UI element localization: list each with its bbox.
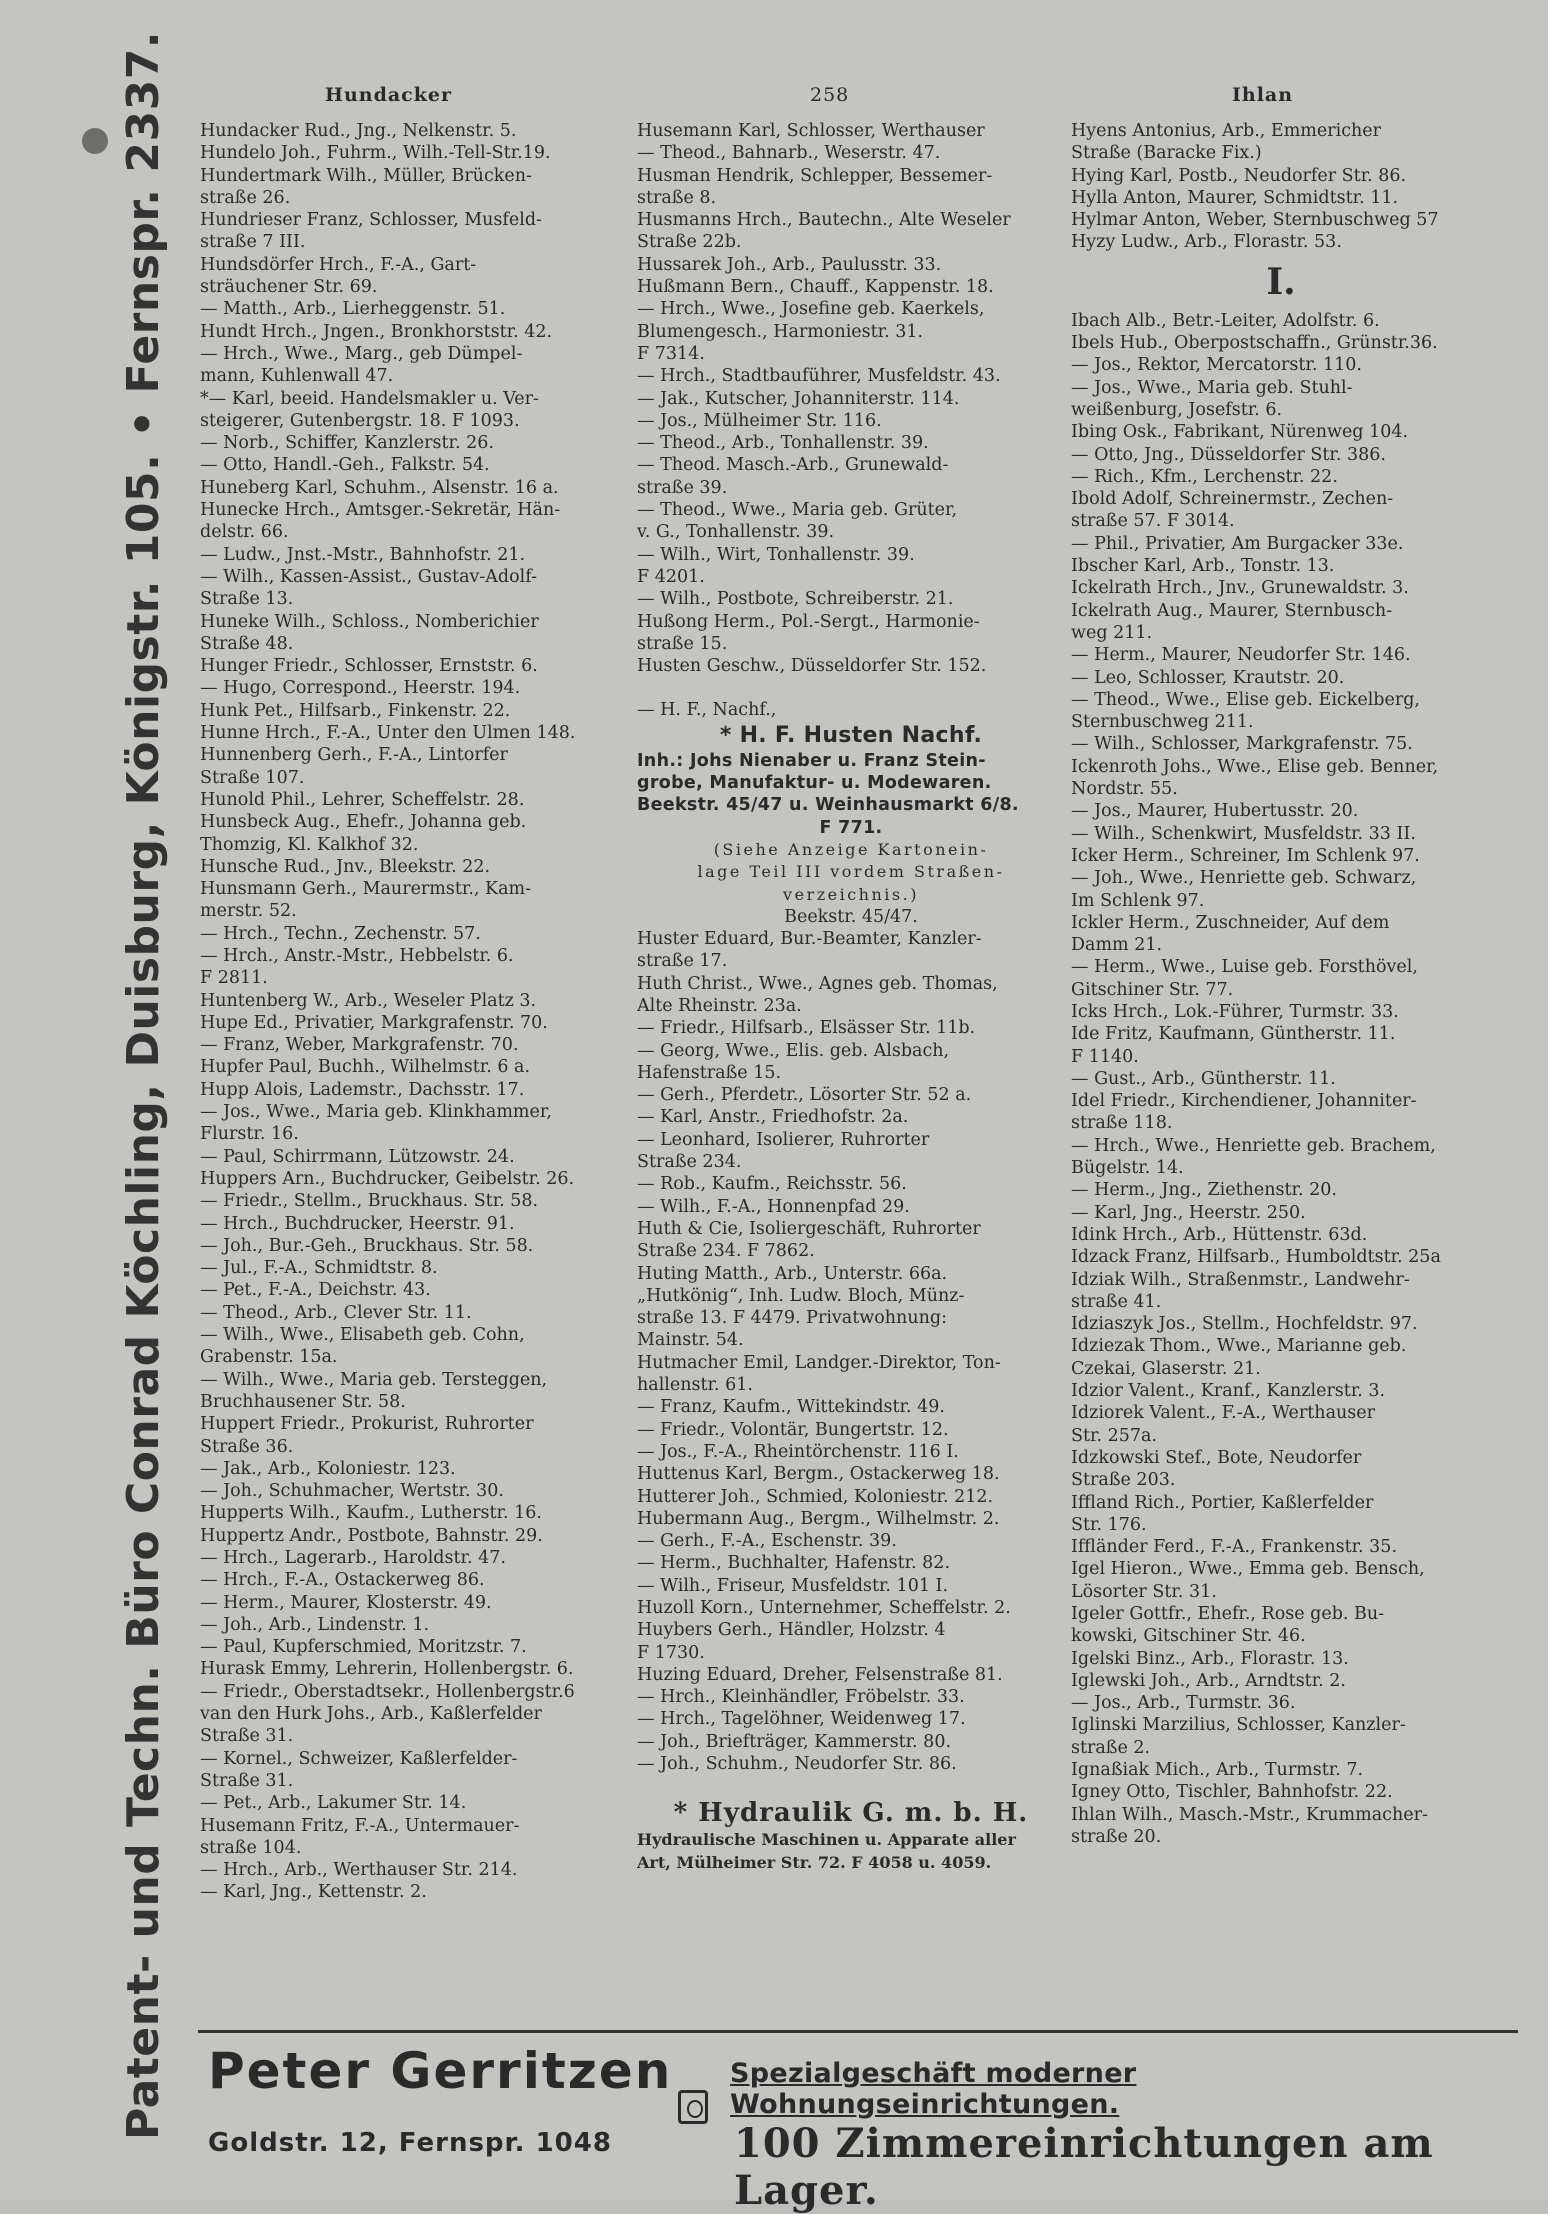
directory-entry-line: — Hrch., Lagerarb., Haroldstr. 47. (200, 1548, 506, 1568)
directory-entry-line: Huth Christ., Wwe., Agnes geb. Thomas, (637, 973, 998, 994)
directory-entry-line: Nordstr. 55. (1071, 779, 1178, 800)
ad-note: lage Teil III vordem Straßen- (697, 862, 1005, 882)
directory-entry-line: — Pet., F.-A., Deichstr. 43. (200, 1280, 431, 1301)
directory-entry-line: — Theod., Wwe., Elise geb. Eickelberg, (1071, 689, 1420, 710)
directory-entry-line: Straße 107. (200, 767, 305, 788)
directory-entry-line: — Joh., Schuhm., Neudorfer Str. 86. (637, 1754, 957, 1775)
directory-entry-line: „Hutkönig“, Inh. Ludw. Bloch, Münz- (637, 1285, 965, 1306)
directory-entry-line: Iffländer Ferd., F.-A., Frankenstr. 35. (1071, 1537, 1398, 1558)
directory-entry-line: — Karl, Jng., Kettenstr. 2. (200, 1882, 427, 1903)
directory-entry-line: Hylmar Anton, Weber, Sternbuschweg 57 (1071, 210, 1439, 231)
directory-entry-line: — Joh., Wwe., Henriette geb. Schwarz, (1071, 868, 1417, 889)
directory-entry-line: — Rich., Kfm., Lerchenstr. 22. (1071, 466, 1338, 487)
directory-entry-line: — H. F., Nachf., (637, 700, 777, 721)
directory-entry-line: Ibach Alb., Betr.-Leiter, Adolfstr. 6. (1071, 310, 1380, 331)
directory-entry-line: — Hrch., Kleinhändler, Fröbelstr. 33. (637, 1687, 965, 1708)
directory-entry-line: weißenburg, Josefstr. 6. (1071, 399, 1283, 420)
column-2-top (637, 120, 1065, 722)
directory-entry-line: Hundt Hrch., Jngen., Bronkhorststr. 42. (200, 321, 553, 342)
directory-entry-line: Ide Fritz, Kaufmann, Güntherstr. 11. (1071, 1024, 1396, 1045)
directory-entry-line: Flurstr. 16. (200, 1124, 299, 1145)
directory-entry-line: Hunnenberg Gerh., F.-A., Lintorfer (200, 745, 508, 766)
directory-entry-line: — Jos., Arb., Turmstr. 36. (1071, 1693, 1296, 1714)
husten-advertisement (637, 722, 1065, 928)
directory-entry-line: — Jak., Kutscher, Johanniterstr. 114. (637, 388, 960, 409)
directory-entry-line: Hundertmark Wilh., Müller, Brücken- (200, 165, 532, 186)
directory-entry-line: Huzoll Korn., Unternehmer, Scheffelstr. 2. (637, 1598, 1011, 1618)
directory-entry-line: Hutterer Joh., Schmied, Koloniestr. 212. (637, 1486, 994, 1507)
advertiser-name: Peter Gerritzen (208, 2042, 673, 2100)
directory-entry-line: Hylla Anton, Maurer, Schmidtstr. 11. (1071, 187, 1399, 208)
directory-entry-line: — Gerh., F.-A., Eschenstr. 39. (637, 1531, 897, 1552)
running-head-left: Hundacker (325, 84, 453, 106)
directory-entry-line: Ickelrath Aug., Maurer, Sternbusch- (1071, 600, 1393, 621)
directory-entry-line: — Leonhard, Isolierer, Ruhrorter (637, 1129, 930, 1150)
directory-entry-line: Hyens Antonius, Arb., Emmericher (1071, 121, 1382, 141)
directory-entry-line: — Karl, Jng., Heerstr. 250. (1071, 1202, 1306, 1223)
directory-entry-line: Idziak Wilh., Straßenmstr., Landwehr- (1071, 1269, 1410, 1290)
directory-entry-line: Hafenstraße 15. (637, 1062, 782, 1083)
directory-entry-line: — Friedr., Stellm., Bruckhaus. Str. 58. (200, 1191, 539, 1212)
ad-title: * H. F. Husten Nachf. (719, 722, 983, 748)
directory-entry-line: F 1730. (637, 1642, 705, 1663)
ad-note: (Siehe Anzeige Kartonein- (713, 839, 989, 859)
ad-address: Beekstr. 45/47. (784, 906, 918, 927)
directory-entry-line: — Friedr., Oberstadtsekr., Hollenbergstr.6 (200, 1681, 575, 1702)
directory-entry-line: merstr. 52. (200, 901, 297, 922)
directory-entry-line: Hubermann Aug., Bergm., Wilhelmstr. 2. (637, 1508, 1000, 1529)
advertiser-specialty: Spezialgeschäft moderner Wohnungseinrichtungen. (730, 2058, 1137, 2120)
column-2-middle (637, 928, 1065, 1775)
directory-entry-line: — Theod. Masch.-Arb., Grunewald- (637, 455, 949, 476)
directory-entry-line: Thomzig, Kl. Kalkhof 32. (200, 834, 419, 855)
directory-entry-line: Hupperts Wilh., Kaufm., Lutherstr. 16. (200, 1503, 542, 1524)
directory-entry-line: Huneberg Karl, Schuhm., Alsenstr. 16 a. (200, 477, 559, 498)
directory-entry-line: — Wilh., Wwe., Elisabeth geb. Cohn, (200, 1325, 525, 1346)
directory-entry-line: — Theod., Bahnarb., Weserstr. 47. (637, 143, 941, 164)
directory-entry-line: — Jos., Rektor, Mercatorstr. 110. (1071, 355, 1362, 376)
directory-entry-line: — Jos., Wwe., Maria geb. Stuhl- (1071, 377, 1353, 398)
directory-entry-line: — Wilh., Wirt, Tonhallenstr. 39. (637, 544, 915, 565)
directory-entry-line: — Wilh., Schenkwirt, Musfeldstr. 33 II. (1071, 823, 1416, 844)
directory-entry-line: straße 2. (1071, 1737, 1151, 1758)
directory-entry-line: Grabenstr. 15a. (200, 1347, 338, 1368)
directory-entry-line: Ibold Adolf, Schreinermstr., Zechen- (1071, 489, 1394, 510)
advertiser-address: Goldstr. 12, Fernspr. 1048 (208, 2128, 612, 2158)
directory-entry-line: — Joh., Schuhmacher, Wertstr. 30. (200, 1481, 504, 1502)
directory-entry-line: Huting Matth., Arb., Unterstr. 66a. (637, 1263, 948, 1284)
ad-line: Inh.: Johs Nienaber u. Franz Stein- (637, 750, 986, 771)
directory-entry-line: Husemann Fritz, F.-A., Untermauer- (200, 1815, 520, 1836)
directory-entry-line: — Karl, Anstr., Friedhofstr. 2a. (637, 1107, 909, 1128)
column-2 (637, 120, 1065, 1874)
directory-entry-line: Husman Hendrik, Schlepper, Bessemer- (637, 165, 993, 186)
directory-entry-line: Hunsbeck Aug., Ehefr., Johanna geb. (200, 812, 527, 833)
footer-rule (198, 2030, 1518, 2033)
directory-entry-line: straße 7 III. (200, 232, 306, 253)
directory-entry-line: Idziorek Valent., F.-A., Werthauser (1071, 1403, 1375, 1424)
column-3-top (1071, 120, 1491, 254)
directory-entry-line: Hunk Pet., Hilfsarb., Finkenstr. 22. (200, 700, 511, 721)
hydraulik-line: Art, Mülheimer Str. 72. F 4058 u. 4059. (637, 1852, 992, 1872)
directory-entry-line: Igelski Binz., Arb., Florastr. 13. (1071, 1648, 1349, 1669)
directory-entry-line: — Hrch., Anstr.-Mstr., Hebbelstr. 6. (200, 945, 514, 966)
directory-entry-line: Husmanns Hrch., Bautechn., Alte Weseler (637, 210, 1011, 231)
directory-entry-line: — Wilh., F.-A., Honnenpfad 29. (637, 1196, 910, 1217)
directory-entry-line: Bruchhausener Str. 58. (200, 1391, 406, 1412)
directory-entry-line: Husemann Karl, Schlosser, Werthauser (637, 121, 985, 141)
directory-entry-line: Hundsdörfer Hrch., F.-A., Gart- (200, 254, 477, 275)
directory-entry-line: Hupfer Paul, Buchh., Wilhelmstr. 6 a. (200, 1057, 531, 1078)
directory-entry-line: Hunold Phil., Lehrer, Scheffelstr. 28. (200, 789, 525, 810)
column-3-rest (1071, 310, 1491, 1848)
directory-entry-line: Ibing Osk., Fabrikant, Nürenweg 104. (1071, 422, 1409, 443)
ad-line: F 771. (819, 817, 883, 838)
directory-entry-line: — Hrch., Wwe., Marg., geb Dümpel- (200, 343, 523, 364)
directory-entry-line: — Theod., Arb., Tonhallenstr. 39. (637, 433, 929, 454)
directory-entry-line: straße 20. (1071, 1826, 1162, 1847)
directory-entry-line: Huster Eduard, Bur.-Beamter, Kanzler- (637, 929, 982, 950)
directory-entry-line: — Herm., Wwe., Luise geb. Forsthövel, (1071, 957, 1418, 978)
directory-entry-line: Hussarek Joh., Arb., Paulusstr. 33. (637, 254, 942, 275)
directory-entry-line: Straße 31. (200, 1726, 294, 1747)
directory-entry-line: Gitschiner Str. 77. (1071, 979, 1234, 1000)
column-1 (200, 120, 620, 1904)
ad-line: grobe, Manufaktur- u. Modewaren. (637, 773, 992, 794)
directory-entry-line: — Rob., Kaufm., Reichsstr. 56. (637, 1174, 907, 1195)
directory-entry-line: — Wilh., Schlosser, Markgrafenstr. 75. (1071, 734, 1413, 755)
directory-entry-line: Idel Friedr., Kirchendiener, Johanniter- (1071, 1091, 1417, 1112)
directory-entry-line: Mainstr. 54. (637, 1330, 744, 1351)
directory-entry-line: Sternbuschweg 211. (1071, 712, 1254, 733)
directory-entry-line: straße 26. (200, 187, 291, 208)
directory-entry-line: Straße 31. (200, 1770, 294, 1791)
directory-entry-line: — Hrch., Buchdrucker, Heerstr. 91. (200, 1213, 515, 1234)
directory-entry-line: Ibels Hub., Oberpostschaffn., Grünstr.36. (1071, 333, 1438, 354)
directory-entry-line: — Hrch., Stadtbauführer, Musfeldstr. 43. (637, 366, 1001, 387)
directory-entry-line: — Herm., Buchhalter, Hafenstr. 82. (637, 1553, 951, 1574)
directory-entry-line: — Jos., Maurer, Hubertusstr. 20. (1071, 801, 1359, 822)
directory-entry-line: — Wilh., Friseur, Musfeldstr. 101 I. (637, 1575, 949, 1596)
directory-entry-line: Ibscher Karl, Arb., Tonstr. 13. (1071, 556, 1335, 577)
directory-entry-line: Im Schlenk 97. (1071, 890, 1205, 911)
directory-entry-line: steigerer, Gutenbergstr. 18. F 1093. (200, 410, 520, 431)
directory-entry-line: Straße 22b. (637, 232, 742, 253)
directory-entry-line: Hyzy Ludw., Arb., Florastr. 53. (1071, 232, 1342, 253)
directory-entry-line: straße 104. (200, 1837, 302, 1858)
directory-entry-line: Hupe Ed., Privatier, Markgrafenstr. 70. (200, 1012, 548, 1033)
directory-entry-line (637, 677, 1065, 699)
directory-entry-line: — Kornel., Schweizer, Kaßlerfelder- (200, 1748, 518, 1769)
punch-hole (82, 128, 108, 154)
directory-entry-line: Ickenroth Johs., Wwe., Elise geb. Benner, (1071, 756, 1439, 777)
footer-advertisement (200, 2036, 1520, 2214)
directory-entry-line: straße 8. (637, 187, 717, 208)
directory-entry-line: v. G., Tonhallenstr. 39. (637, 522, 835, 543)
directory-entry-line: — Hrch., Wwe., Henriette geb. Brachem, (1071, 1135, 1436, 1156)
directory-entry-line: Hunsmann Gerh., Maurermstr., Kam- (200, 879, 532, 900)
directory-entry-line: Huntenberg W., Arb., Weseler Platz 3. (200, 990, 537, 1011)
directory-entry-line: — Theod., Arb., Clever Str. 11. (200, 1302, 472, 1323)
directory-entry-line: Idzack Franz, Hilfsarb., Humboldtstr. 25a (1071, 1247, 1441, 1268)
directory-entry-line: — Otto, Handl.-Geh., Falkstr. 54. (200, 455, 490, 476)
directory-entry-line: — Phil., Privatier, Am Burgacker 33e. (1071, 533, 1404, 554)
directory-entry-line: *— Karl, beeid. Handelsmakler u. Ver- (200, 388, 539, 409)
directory-entry-line: Hußong Herm., Pol.-Sergt., Harmonie- (637, 611, 980, 632)
directory-entry-line: Lösorter Str. 31. (1071, 1581, 1217, 1602)
directory-entry-line: Str. 176. (1071, 1514, 1147, 1535)
directory-entry-line: — Jul., F.-A., Schmidtstr. 8. (200, 1258, 438, 1279)
directory-entry-line: Iglinski Marzilius, Schlosser, Kanzler- (1071, 1715, 1406, 1736)
directory-entry-line: — Pet., Arb., Lakumer Str. 14. (200, 1793, 467, 1814)
directory-entry-line: kowski, Gitschiner Str. 46. (1071, 1626, 1306, 1647)
directory-entry-line: Huneke Wilh., Schloss., Nomberichier (200, 611, 539, 632)
directory-entry-line: — Hrch., Techn., Zechenstr. 57. (200, 923, 481, 944)
directory-entry-line: sträuchener Str. 69. (200, 277, 378, 298)
directory-entry-line: Damm 21. (1071, 935, 1163, 956)
directory-entry-line: Idzkowski Stef., Bote, Neudorfer (1071, 1447, 1362, 1468)
directory-entry-line: Alte Rheinstr. 23a. (637, 995, 802, 1016)
directory-entry-line: — Franz, Weber, Markgrafenstr. 70. (200, 1035, 519, 1056)
directory-entry-line: straße 41. (1071, 1291, 1162, 1312)
directory-entry-line: Huzing Eduard, Dreher, Felsenstraße 81. (637, 1664, 1003, 1685)
directory-entry-line: — Paul, Kupferschmied, Moritzstr. 7. (200, 1637, 527, 1658)
directory-entry-line: Ignaßiak Mich., Arb., Turmstr. 7. (1071, 1760, 1364, 1781)
directory-entry-line: Ickelrath Hrch., Jnv., Grunewaldstr. 3. (1071, 578, 1409, 599)
advertiser-stock: 100 Zimmereinrichtungen am Lager. (734, 2120, 1434, 2214)
directory-entry-line: Hunecke Hrch., Amtsger.-Sekretär, Hän- (200, 500, 561, 521)
directory-entry-line: — Jos., F.-A., Rheintörchenstr. 116 I. (637, 1441, 959, 1462)
directory-entry-line: — Jos., Mülheimer Str. 116. (637, 410, 882, 431)
directory-entry-line: F 4201. (637, 566, 705, 587)
directory-entry-line: Huttenus Karl, Bergm., Ostackerweg 18. (637, 1464, 1000, 1485)
directory-entry-line: — Hrch., Arb., Werthauser Str. 214. (200, 1860, 518, 1881)
directory-entry-line: Hundrieser Franz, Schlosser, Musfeld- (200, 210, 542, 231)
directory-entry-line: Hupp Alois, Lademstr., Dachsstr. 17. (200, 1079, 525, 1100)
directory-entry-line: Hunger Friedr., Schlosser, Ernststr. 6. (200, 656, 538, 677)
directory-entry-line: — Joh., Briefträger, Kammerstr. 80. (637, 1731, 952, 1752)
directory-entry-line: straße 39. (637, 477, 728, 498)
directory-entry-line: — Hrch., F.-A., Ostackerweg 86. (200, 1570, 485, 1591)
directory-entry-line: — Wilh., Kassen-Assist., Gustav-Adolf- (200, 566, 538, 587)
directory-entry-line: F 7314. (637, 343, 705, 364)
directory-entry-line: Idink Hrch., Arb., Hüttenstr. 63d. (1071, 1224, 1368, 1245)
directory-entry-line: weg 211. (1071, 622, 1153, 643)
directory-entry-line: Straße 48. (200, 633, 294, 654)
directory-entry-line: straße 13. F 4479. Privatwohnung: (637, 1308, 947, 1329)
column-3 (1071, 120, 1491, 1848)
directory-entry-line: Idziezak Thom., Wwe., Marianne geb. (1071, 1336, 1407, 1357)
hydraulik-title: * Hydraulik G. m. b. H. (673, 1798, 1029, 1829)
directory-entry-line: — Hugo, Correspond., Heerstr. 194. (200, 678, 521, 699)
ad-line: Beekstr. 45/47 u. Weinhausmarkt 6/8. (637, 795, 1019, 816)
directory-entry-line: Hunne Hrch., F.-A., Unter den Ulmen 148. (200, 723, 576, 744)
directory-entry-line: straße 15. (637, 633, 728, 654)
hydraulik-line: Hydraulische Maschinen u. Apparate aller (637, 1830, 1016, 1850)
side-advertisement: Patent- und Techn. Büro Conrad Köchling, Duisburg, Königstr. 105. • Fernspr. 2337. (118, 30, 169, 2140)
directory-entry-line: Igel Hieron., Wwe., Emma geb. Bensch, (1071, 1559, 1425, 1580)
directory-entry-line: Huth & Cie, Isoliergeschäft, Ruhrorter (637, 1218, 981, 1239)
directory-entry-line: Huybers Gerh., Händler, Holzstr. 4 (637, 1620, 946, 1641)
directory-entry-line: Straße 36. (200, 1436, 294, 1457)
directory-entry-line: Hußmann Bern., Chauff., Kappenstr. 18. (637, 277, 994, 298)
directory-entry-line: — Otto, Jng., Düsseldorfer Str. 386. (1071, 444, 1386, 465)
directory-entry-line: — Franz, Kaufm., Wittekindstr. 49. (637, 1397, 945, 1418)
directory-entry-line: Huppertz Andr., Postbote, Bahnstr. 29. (200, 1525, 543, 1546)
directory-entry-line: Husten Geschw., Düsseldorfer Str. 152. (637, 656, 987, 677)
directory-entry-line: — Matth., Arb., Lierheggenstr. 51. (200, 299, 506, 320)
directory-entry-line: — Georg, Wwe., Elis. geb. Alsbach, (637, 1040, 950, 1061)
directory-entry-line: — Jos., Wwe., Maria geb. Klinkhammer, (200, 1102, 552, 1123)
directory-entry-line: — Herm., Maurer, Klosterstr. 49. (200, 1592, 492, 1613)
directory-entry-line: Hundelo Joh., Fuhrm., Wilh.-Tell-Str.19. (200, 143, 551, 164)
hydraulik-advertisement (637, 1797, 1065, 1874)
directory-entry-line: Straße (Baracke Fix.) (1071, 143, 1262, 164)
directory-entry-line: — Hrch., Wwe., Josefine geb. Kaerkels, (637, 299, 985, 320)
directory-entry-line: Straße 13. (200, 589, 294, 610)
directory-entry-line: Ihlan Wilh., Masch.-Mstr., Krummacher- (1071, 1804, 1428, 1825)
directory-entry-line: — Friedr., Volontär, Bungertstr. 12. (637, 1419, 949, 1440)
directory-entry-line: Igeler Gottfr., Ehefr., Rose geb. Bu- (1071, 1604, 1385, 1624)
directory-entry-line: — Norb., Schiffer, Kanzlerstr. 26. (200, 433, 494, 454)
directory-entry-line: — Gerh., Pferdetr., Lösorter Str. 52 a. (637, 1085, 972, 1106)
directory-entry-line: Str. 257a. (1071, 1425, 1157, 1446)
section-letter: I. (1266, 260, 1296, 303)
directory-entry-line: straße 17. (637, 951, 728, 972)
directory-entry-line: straße 118. (1071, 1113, 1173, 1134)
directory-entry-line: Igney Otto, Tischler, Bahnhofstr. 22. (1071, 1782, 1393, 1803)
directory-entry-line: Hunsche Rud., Jnv., Bleekstr. 22. (200, 856, 491, 877)
page-number: 258 (810, 84, 850, 106)
directory-entry-line: — Jak., Arb., Koloniestr. 123. (200, 1458, 456, 1479)
directory-entry-line: — Gust., Arb., Güntherstr. 11. (1071, 1068, 1336, 1089)
directory-entry-line: — Theod., Wwe., Maria geb. Grüter, (637, 500, 958, 521)
directory-entry-line: Blumengesch., Harmoniestr. 31. (637, 321, 924, 342)
directory-entry-line: Ickler Herm., Zuschneider, Auf dem (1071, 912, 1390, 933)
directory-entry-line: — Joh., Bur.-Geh., Bruckhaus. Str. 58. (200, 1235, 534, 1256)
directory-entry-line: — Hrch., Tagelöhner, Weidenweg 17. (637, 1709, 966, 1730)
directory-entry-line: hallenstr. 61. (637, 1375, 753, 1396)
directory-entry-line: Czekai, Glaserstr. 21. (1071, 1358, 1261, 1379)
directory-entry-line: Idzior Valent., Kranf., Kanzlerstr. 3. (1071, 1381, 1386, 1402)
directory-entry-line: mann, Kuhlenwall 47. (200, 366, 394, 387)
directory-entry-line: delstr. 66. (200, 522, 289, 543)
directory-entry-line: Huppert Friedr., Prokurist, Ruhrorter (200, 1414, 534, 1435)
directory-entry-line: — Joh., Arb., Lindenstr. 1. (200, 1614, 430, 1635)
directory-entry-line: Iglewski Joh., Arb., Arndtstr. 2. (1071, 1670, 1346, 1691)
directory-entry-line: Iffland Rich., Portier, Kaßlerfelder (1071, 1492, 1374, 1513)
directory-entry-line: — Wilh., Postbote, Schreiberstr. 21. (637, 589, 954, 610)
directory-entry-line: — Herm., Maurer, Neudorfer Str. 146. (1071, 645, 1411, 666)
directory-entry-line: Icks Hrch., Lok.-Führer, Turmstr. 33. (1071, 1001, 1399, 1022)
directory-entry-line: Hundacker Rud., Jng., Nelkenstr. 5. (200, 121, 517, 141)
ad-note: verzeichnis.) (783, 884, 919, 904)
directory-entry-line: — Herm., Jng., Ziethenstr. 20. (1071, 1180, 1337, 1201)
directory-entry-line: Bügelstr. 14. (1071, 1158, 1184, 1179)
directory-entry-line: — Leo, Schlosser, Krautstr. 20. (1071, 667, 1345, 688)
directory-entry-line: F 1140. (1071, 1046, 1139, 1067)
directory-entry-line: Hutmacher Emil, Landger.-Direktor, Ton- (637, 1352, 1001, 1373)
directory-entry-line: Straße 234. (637, 1152, 742, 1173)
directory-entry-line: Huppers Arn., Buchdrucker, Geibelstr. 26. (200, 1168, 575, 1189)
directory-entry-line: Straße 234. F 7862. (637, 1241, 815, 1262)
directory-entry-line: — Wilh., Wwe., Maria geb. Tersteggen, (200, 1369, 548, 1390)
directory-entry-line: van den Hurk Johs., Arb., Kaßlerfelder (200, 1704, 542, 1725)
directory-entry-line: Hying Karl, Postb., Neudorfer Str. 86. (1071, 165, 1407, 186)
directory-entry-line: Icker Herm., Schreiner, Im Schlenk 97. (1071, 845, 1420, 866)
directory-entry-line: F 2811. (200, 968, 268, 989)
directory-entry-line: straße 57. F 3014. (1071, 511, 1235, 532)
advertiser-logo-icon (678, 2090, 708, 2124)
directory-entry-line: Idziaszyk Jos., Stellm., Hochfeldstr. 97. (1071, 1314, 1418, 1335)
directory-entry-line: — Paul, Schirrmann, Lützowstr. 24. (200, 1146, 515, 1167)
directory-entry-line: Hurask Emmy, Lehrerin, Hollenbergstr. 6. (200, 1659, 574, 1680)
running-head-right: Ihlan (1232, 84, 1294, 106)
directory-entry-line: — Friedr., Hilfsarb., Elsässer Str. 11b. (637, 1018, 976, 1039)
directory-entry-line: Straße 203. (1071, 1470, 1176, 1491)
directory-entry-line: — Ludw., Jnst.-Mstr., Bahnhofstr. 21. (200, 544, 526, 565)
